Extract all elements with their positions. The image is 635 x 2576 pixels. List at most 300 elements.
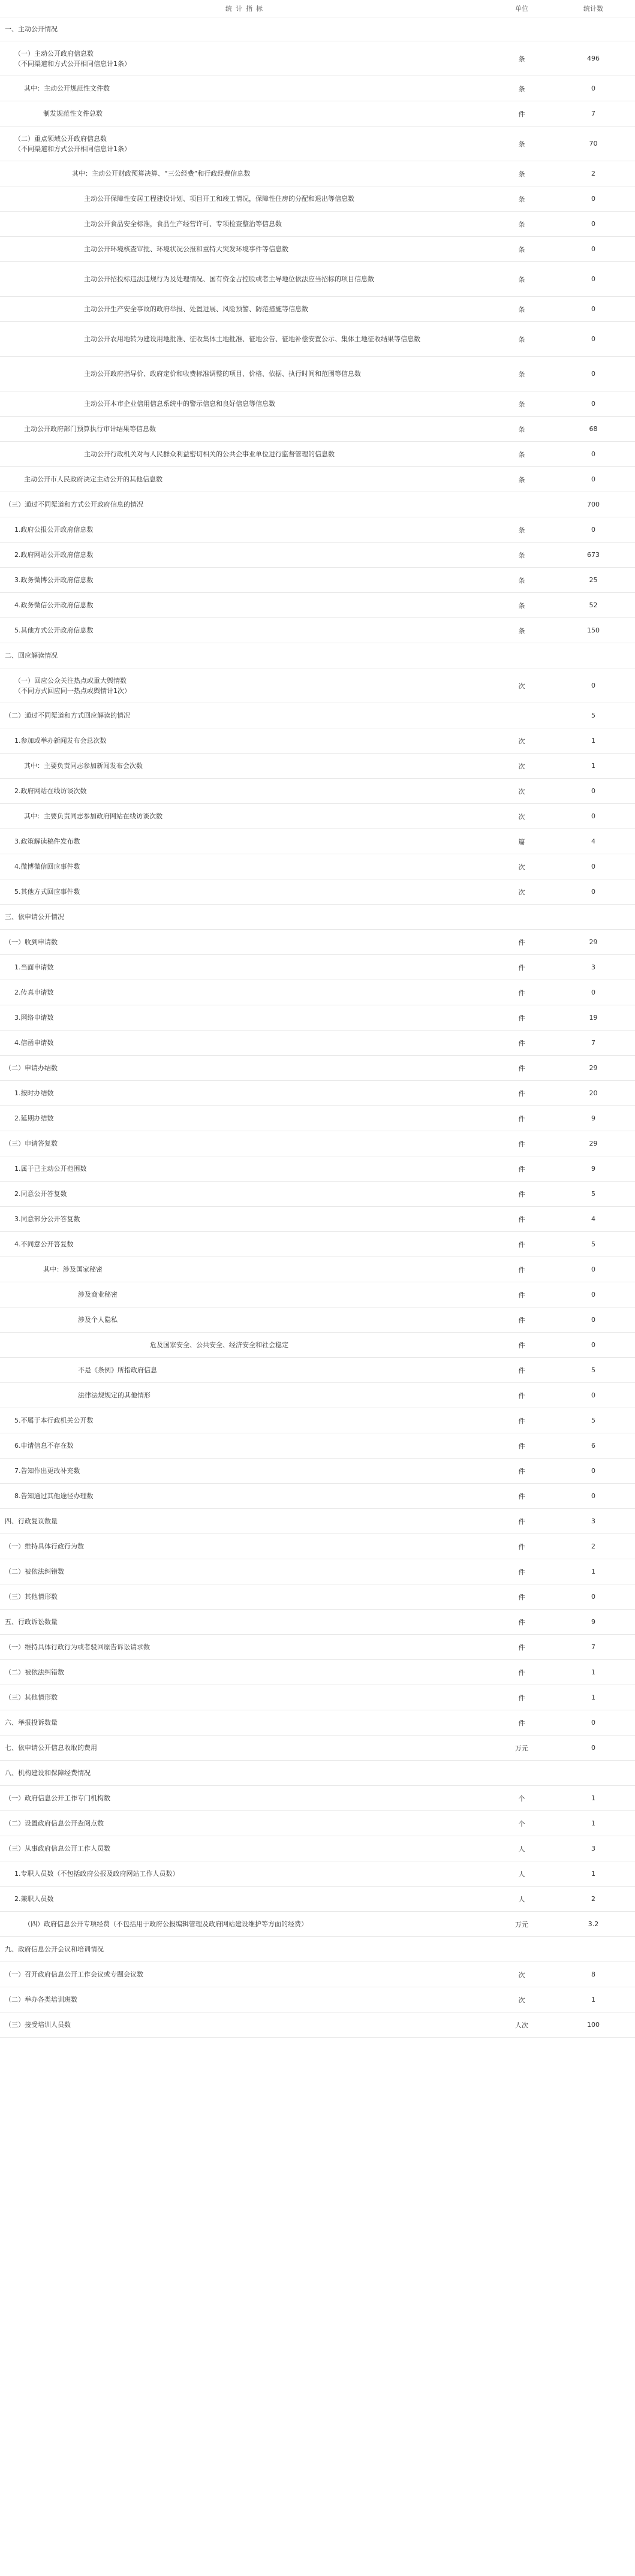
row-value: 700 [587, 501, 600, 508]
table-row [0, 1307, 635, 1333]
table-row [0, 1433, 635, 1459]
row-unit: 件 [518, 1190, 525, 1198]
row-unit: 条 [518, 335, 525, 344]
row-value: 5 [591, 1417, 595, 1424]
row-indicator [0, 1257, 492, 1282]
row-indicator [0, 1182, 492, 1206]
row-indicator-text: 5.不属于本行政机关公开数 [14, 1417, 94, 1424]
table-row [0, 237, 635, 262]
table-row [0, 517, 635, 543]
row-indicator-text: （一）维持具体行政行为或者驳回原告诉讼请求数 [5, 1643, 150, 1651]
row-value [552, 905, 635, 929]
row-indicator [0, 1811, 492, 1836]
table-row [0, 391, 635, 417]
row-indicator [0, 1861, 492, 1886]
row-unit [492, 1761, 552, 1785]
row-value: 7 [591, 1039, 595, 1047]
row-indicator-text: （一）回应公众关注热点或重大舆情数 （不同方式回应同一热点或舆情计1次） [14, 676, 131, 695]
row-indicator-text: 3.同意部分公开答复数 [14, 1215, 80, 1223]
row-indicator [0, 357, 492, 391]
table-row [0, 1811, 635, 1836]
row-value: 1 [591, 1819, 595, 1827]
row-unit [492, 643, 552, 668]
row-indicator [0, 1408, 492, 1433]
row-indicator-text: 一、主动公开情况 [5, 25, 58, 33]
row-indicator-text: 四、行政复议数量 [5, 1517, 58, 1525]
row-unit: 个 [518, 1819, 525, 1828]
row-indicator-text: 主动公开环境核查审批、环境状况公报和重特大突发环境事件等信息数 [84, 245, 288, 253]
row-indicator-text: 3.政务微博公开政府信息数 [14, 576, 94, 584]
row-value: 6 [591, 1442, 595, 1450]
row-value: 496 [587, 55, 600, 62]
row-unit [492, 492, 552, 517]
row-indicator [0, 186, 492, 211]
row-unit: 件 [518, 1643, 525, 1652]
row-value [552, 643, 635, 668]
row-value: 0 [591, 1291, 595, 1298]
row-indicator-text: 九、政府信息公开会议和培训情况 [5, 1945, 104, 1953]
row-indicator-text: 其中：主动公开财政预算决算、“三公经费”和行政经费信息数 [72, 170, 251, 177]
table-row [0, 1534, 635, 1559]
row-indicator-text: （二）通过不同渠道和方式回应解读的情况 [5, 712, 130, 719]
table-row [0, 1484, 635, 1509]
row-indicator [0, 212, 492, 236]
row-indicator-text: 1.当面申请数 [14, 963, 54, 971]
row-unit: 个 [518, 1794, 525, 1803]
row-value: 0 [591, 1593, 595, 1601]
table-row [0, 1408, 635, 1433]
row-unit: 件 [518, 963, 525, 972]
row-indicator [0, 237, 492, 261]
row-indicator-text: 2.延期办结数 [14, 1114, 54, 1122]
row-indicator-text: （二）重点领域公开政府信息数 （不同渠道和方式公开相同信息计1条） [14, 134, 131, 153]
row-unit: 人次 [515, 2021, 528, 2029]
row-indicator [0, 76, 492, 101]
row-indicator-text: 4.不同意公开答复数 [14, 1240, 74, 1248]
row-value: 20 [589, 1089, 598, 1097]
row-unit: 件 [518, 1316, 525, 1324]
row-indicator-text: 主动公开本市企业信用信息系统中的警示信息和良好信息等信息数 [84, 400, 275, 408]
row-value: 2 [591, 1542, 595, 1550]
row-value: 52 [589, 601, 598, 609]
row-indicator [0, 779, 492, 803]
row-unit: 件 [518, 110, 525, 118]
header-value: 统计数 [583, 5, 603, 13]
row-indicator [0, 593, 492, 617]
row-unit: 条 [518, 551, 525, 559]
row-unit: 条 [518, 85, 525, 93]
table-row [0, 1887, 635, 1912]
row-value: 3 [591, 1845, 595, 1852]
row-unit: 条 [518, 400, 525, 408]
row-indicator [0, 1307, 492, 1332]
row-indicator [0, 955, 492, 980]
header-indicator: 统计指标 [225, 5, 266, 13]
row-indicator-text: 法律法规规定的其他情形 [78, 1391, 151, 1399]
row-unit: 条 [518, 220, 525, 228]
table-row [0, 829, 635, 854]
row-indicator [0, 754, 492, 778]
row-indicator [0, 1333, 492, 1357]
row-indicator-text: 8.告知通过其他途径办理数 [14, 1492, 94, 1500]
row-indicator [0, 161, 492, 186]
row-value: 673 [587, 551, 600, 559]
table-row [0, 357, 635, 391]
row-value: 0 [591, 1492, 595, 1500]
table-row [0, 442, 635, 467]
row-indicator [0, 568, 492, 592]
row-unit: 人 [518, 1895, 525, 1903]
row-value: 0 [591, 1316, 595, 1324]
table-row [0, 568, 635, 593]
row-value: 4 [591, 1215, 595, 1223]
row-indicator [0, 1660, 492, 1685]
table-row [0, 754, 635, 779]
row-value: 19 [589, 1014, 598, 1022]
table-row [0, 593, 635, 618]
row-indicator-text: 主动公开政府部门预算执行审计结果等信息数 [24, 425, 156, 433]
row-value: 29 [589, 1064, 598, 1072]
row-indicator [0, 262, 492, 296]
row-unit [492, 17, 552, 41]
row-indicator [0, 2012, 492, 2037]
row-value: 0 [591, 812, 595, 820]
table-row [0, 186, 635, 212]
row-value [552, 1937, 635, 1962]
row-indicator [0, 1736, 492, 1760]
row-indicator-text: 3.政策解读稿件发布数 [14, 837, 80, 845]
row-indicator-text: 主动公开食品安全标准，食品生产经营许可、专项检查整治等信息数 [84, 220, 282, 228]
row-value: 0 [591, 1266, 595, 1273]
row-value: 0 [591, 275, 595, 283]
table-row [0, 1736, 635, 1761]
row-indicator-text: 涉及个人隐私 [78, 1316, 118, 1324]
row-value: 29 [589, 1140, 598, 1147]
table-row [0, 879, 635, 905]
table-row [0, 1358, 635, 1383]
row-value: 0 [591, 888, 595, 896]
row-unit: 件 [518, 1064, 525, 1072]
row-value: 8 [591, 1971, 595, 1978]
row-indicator [0, 1056, 492, 1080]
row-indicator [0, 854, 492, 879]
row-indicator-text: （一）召开政府信息公开工作会议或专题会议数 [5, 1971, 143, 1978]
row-indicator-text: 4.政务微信公开政府信息数 [14, 601, 94, 609]
row-unit: 条 [518, 305, 525, 314]
table-row [0, 643, 635, 668]
row-unit: 条 [518, 425, 525, 433]
row-unit: 件 [518, 1467, 525, 1475]
row-unit: 条 [518, 526, 525, 534]
row-value: 0 [591, 220, 595, 228]
row-indicator-text: （三）通过不同渠道和方式公开政府信息的情况 [5, 501, 143, 508]
row-unit [492, 905, 552, 929]
row-value: 0 [591, 1341, 595, 1349]
row-value: 0 [591, 1744, 595, 1752]
row-indicator-text: （二）被依法纠错数 [5, 1668, 64, 1676]
table-row [0, 1987, 635, 2012]
row-value [552, 1761, 635, 1785]
row-indicator-text: （三）其他情形数 [5, 1694, 58, 1701]
row-unit: 件 [518, 1719, 525, 1727]
row-indicator-text: 危及国家安全、公共安全、经济安全和社会稳定 [150, 1341, 288, 1349]
row-unit: 条 [518, 475, 525, 484]
row-indicator-text: 2.政府网站在线访谈次数 [14, 787, 87, 795]
row-value: 5 [591, 1366, 595, 1374]
row-unit: 件 [518, 1039, 525, 1047]
row-indicator-text: 其中：涉及国家秘密 [43, 1266, 103, 1273]
row-indicator [0, 417, 492, 441]
table-row [0, 1182, 635, 1207]
row-indicator [0, 1131, 492, 1156]
row-indicator-text: 2.传真申请数 [14, 989, 54, 996]
table-row [0, 17, 635, 41]
row-value: 0 [591, 335, 595, 343]
table-row [0, 1962, 635, 1987]
row-value: 0 [591, 195, 595, 203]
row-indicator [0, 879, 492, 904]
row-indicator-text: 主动公开政府指导价、政府定价和收费标准调整的项目、价格、依据、执行时间和范围等信息数 [84, 370, 361, 378]
table-row [0, 297, 635, 322]
row-indicator [0, 1912, 492, 1936]
row-value: 0 [591, 305, 595, 313]
row-value: 9 [591, 1165, 595, 1173]
row-indicator [0, 1635, 492, 1659]
row-value: 0 [591, 526, 595, 534]
table-row [0, 1333, 635, 1358]
row-unit: 件 [518, 1517, 525, 1526]
row-indicator [0, 1509, 492, 1533]
table-row [0, 1031, 635, 1056]
row-unit: 件 [518, 1694, 525, 1702]
row-indicator [0, 492, 492, 517]
row-indicator [0, 17, 492, 41]
row-indicator [0, 1937, 492, 1962]
row-unit: 件 [518, 938, 525, 947]
table-row [0, 1559, 635, 1584]
row-unit: 次 [518, 1971, 525, 1979]
row-value: 0 [591, 682, 595, 689]
table-row [0, 779, 635, 804]
row-indicator [0, 1358, 492, 1382]
row-value: 0 [591, 85, 595, 92]
table-row [0, 1207, 635, 1232]
table-row [0, 41, 635, 76]
table-row [0, 1912, 635, 1937]
table-row [0, 955, 635, 980]
row-indicator [0, 101, 492, 126]
row-value: 1 [591, 1794, 595, 1802]
row-unit [492, 1937, 552, 1962]
row-unit: 人 [518, 1870, 525, 1878]
row-value: 5 [591, 712, 595, 719]
table-row [0, 126, 635, 161]
row-unit [492, 703, 552, 728]
row-unit: 万元 [515, 1920, 528, 1929]
table-row [0, 417, 635, 442]
row-indicator-text: （三）其他情形数 [5, 1593, 58, 1601]
row-indicator-text: 主动公开行政机关对与人民群众利益密切相关的公共企事业单位进行监督管理的信息数 [84, 450, 335, 458]
table-row [0, 1106, 635, 1131]
row-indicator [0, 1232, 492, 1257]
row-indicator-text: 4.信函申请数 [14, 1039, 54, 1047]
table-row [0, 1156, 635, 1182]
row-indicator [0, 1433, 492, 1458]
row-unit: 件 [518, 1291, 525, 1299]
row-indicator [0, 1584, 492, 1609]
table-row [0, 1761, 635, 1786]
row-indicator-text: （二）举办各类培训班数 [5, 1996, 77, 2003]
row-indicator [0, 1962, 492, 1987]
row-value: 0 [591, 475, 595, 483]
row-unit: 件 [518, 1341, 525, 1349]
row-value: 29 [589, 938, 598, 946]
row-indicator [0, 905, 492, 929]
row-unit: 条 [518, 450, 525, 459]
row-value: 1 [591, 737, 595, 745]
row-indicator-text: 不是《条例》所指政府信息 [78, 1366, 157, 1374]
row-indicator [0, 643, 492, 668]
table-row [0, 467, 635, 492]
table-row [0, 1282, 635, 1307]
row-unit: 件 [518, 1014, 525, 1022]
row-value: 0 [591, 450, 595, 458]
row-indicator-text: 1.专职人员数（不包括政府公报及政府网站工作人员数） [14, 1870, 179, 1878]
row-unit: 次 [518, 812, 525, 821]
table-row [0, 1509, 635, 1534]
table-header [0, 0, 635, 17]
row-unit: 条 [518, 245, 525, 254]
row-unit: 次 [518, 787, 525, 796]
row-indicator [0, 1761, 492, 1785]
row-value: 1 [591, 1668, 595, 1676]
row-unit: 件 [518, 1593, 525, 1601]
table-row [0, 1660, 635, 1685]
table-row [0, 1056, 635, 1081]
table-row [0, 804, 635, 829]
row-indicator-text: 主动公开生产安全事故的政府举报、处置进展、风险预警、防范措施等信息数 [84, 305, 308, 313]
row-indicator-text: 二、回应解读情况 [5, 652, 58, 659]
row-unit: 条 [518, 55, 525, 63]
row-unit: 件 [518, 1668, 525, 1677]
row-indicator [0, 1534, 492, 1559]
row-indicator-text: 2.兼职人员数 [14, 1895, 54, 1903]
table-row [0, 212, 635, 237]
row-unit: 件 [518, 1492, 525, 1501]
row-value: 3 [591, 1517, 595, 1525]
row-indicator-text: 其中：主要负责同志参加政府网站在线访谈次数 [24, 812, 162, 820]
row-indicator [0, 1031, 492, 1055]
row-indicator [0, 1484, 492, 1508]
row-indicator-text: （一）政府信息公开工作专门机构数 [5, 1794, 110, 1802]
row-indicator-text: （三）从事政府信息公开工作人员数 [5, 1845, 110, 1852]
row-value: 100 [587, 2021, 600, 2029]
table-row [0, 1005, 635, 1031]
row-value: 0 [591, 1467, 595, 1475]
row-indicator-text: 七、依申请公开信息收取的费用 [5, 1744, 97, 1752]
row-value: 7 [591, 1643, 595, 1651]
row-unit: 次 [518, 888, 525, 896]
row-indicator-text: 主动公开市人民政府决定主动公开的其他信息数 [24, 475, 162, 483]
row-indicator [0, 1836, 492, 1861]
row-unit: 件 [518, 989, 525, 997]
row-indicator-text: （三）接受培训人员数 [5, 2021, 71, 2029]
row-unit: 条 [518, 275, 525, 284]
row-indicator [0, 1710, 492, 1735]
row-value: 4 [591, 837, 595, 845]
row-indicator [0, 728, 492, 753]
row-indicator-text: 八、机构建设和保障经费情况 [5, 1769, 91, 1777]
row-indicator-text: 五、行政诉讼数量 [5, 1618, 58, 1626]
row-value: 0 [591, 245, 595, 253]
row-indicator-text: 6.申请信息不存在数 [14, 1442, 74, 1450]
row-unit: 条 [518, 576, 525, 585]
table-row [0, 1836, 635, 1861]
row-indicator-text: （二）申请办结数 [5, 1064, 58, 1072]
row-indicator-text: （一）主动公开政府信息数 （不同渠道和方式公开相同信息计1条） [14, 49, 131, 68]
table-row [0, 1786, 635, 1811]
row-indicator [0, 1685, 492, 1710]
row-unit: 件 [518, 1140, 525, 1148]
row-unit: 条 [518, 140, 525, 148]
row-value: 9 [591, 1618, 595, 1626]
table-row [0, 854, 635, 879]
row-indicator [0, 1887, 492, 1911]
row-value: 1 [591, 1870, 595, 1878]
row-indicator-text: 三、依申请公开情况 [5, 913, 64, 921]
row-unit: 次 [518, 762, 525, 770]
row-value: 0 [591, 863, 595, 870]
table-row [0, 1710, 635, 1736]
row-value: 150 [587, 626, 600, 634]
row-unit: 人 [518, 1845, 525, 1853]
table-row [0, 1635, 635, 1660]
row-indicator [0, 517, 492, 542]
header-unit: 单位 [515, 5, 528, 13]
row-unit: 件 [518, 1215, 525, 1224]
table-row [0, 1584, 635, 1610]
row-unit: 条 [518, 170, 525, 178]
row-indicator [0, 297, 492, 321]
row-unit: 条 [518, 195, 525, 203]
row-indicator-text: 涉及商业秘密 [78, 1291, 118, 1298]
row-indicator-text: 3.网络申请数 [14, 1014, 54, 1022]
row-indicator-text: 5.其他方式回应事件数 [14, 888, 80, 896]
row-value: 3 [591, 963, 595, 971]
row-unit: 件 [518, 1442, 525, 1450]
row-indicator-text: 其中：主要负责同志参加新闻发布会次数 [24, 762, 143, 770]
row-unit: 篇 [518, 837, 525, 846]
row-indicator [0, 1207, 492, 1231]
row-indicator [0, 829, 492, 854]
row-unit: 件 [518, 1366, 525, 1375]
row-indicator-text: 制发规范性文件总数 [43, 110, 103, 117]
row-indicator [0, 322, 492, 356]
row-indicator [0, 618, 492, 643]
row-indicator [0, 804, 492, 828]
row-value: 25 [589, 576, 598, 584]
row-indicator-text: （四）政府信息公开专项经费（不包括用于政府公报编辑管理及政府网站建设维护等方面的经费） [24, 1920, 308, 1928]
row-indicator [0, 543, 492, 567]
row-indicator-text: 其中：主动公开规范性文件数 [24, 85, 110, 92]
row-indicator [0, 1156, 492, 1181]
row-indicator-text: 1.按时办结数 [14, 1089, 54, 1097]
table-row [0, 980, 635, 1005]
row-unit: 件 [518, 1618, 525, 1626]
row-indicator-text: （三）申请答复数 [5, 1140, 58, 1147]
row-indicator [0, 930, 492, 954]
row-unit: 条 [518, 626, 525, 635]
